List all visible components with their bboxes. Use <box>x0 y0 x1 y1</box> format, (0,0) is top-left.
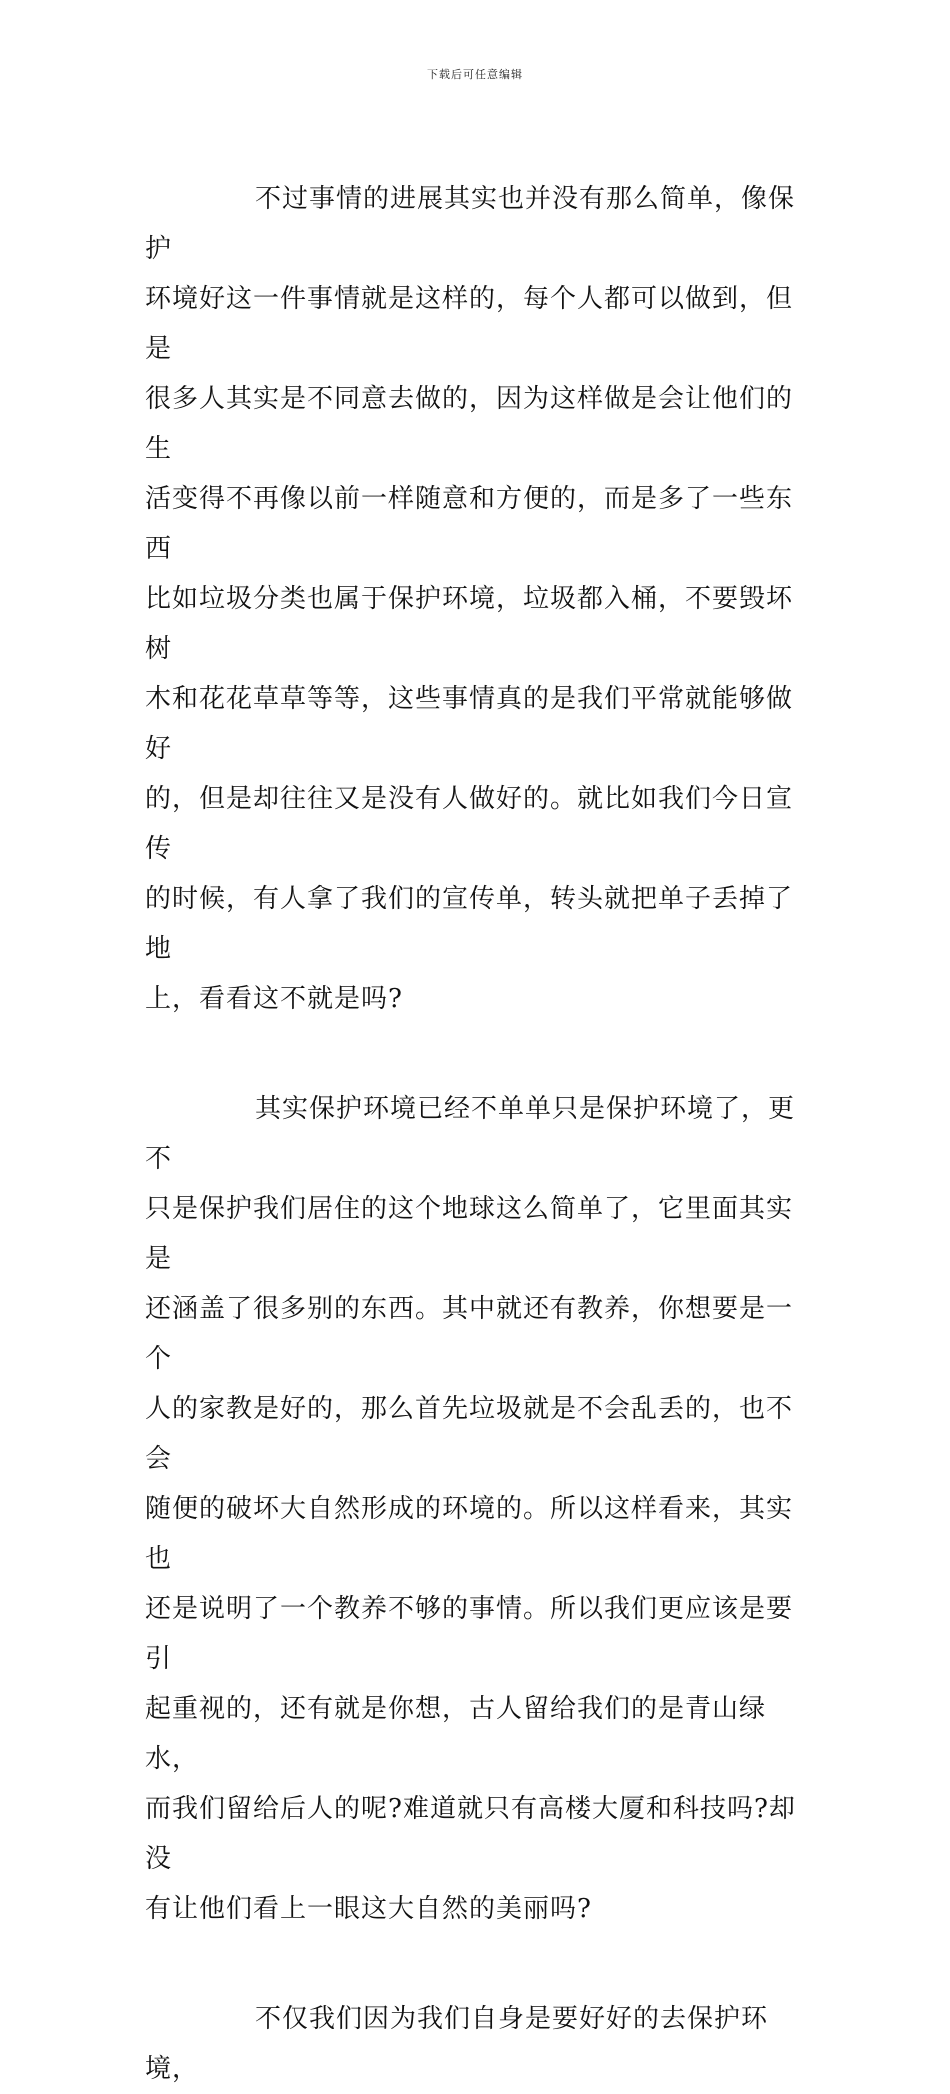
document-body <box>145 174 807 2094</box>
editable-download-note: 下载后可任意编辑 <box>427 68 523 81</box>
paragraph-environment-protection-continuation: 不仅我们因为我们自身是要好好的去保护环境， <box>145 2004 769 2084</box>
paragraph-environment-protection-upbringing: 其实保护环境已经不单单只是保护环境了，更不 只是保护我们居住的这个地球这么简单了，它里面其实是 还涵盖了很多别的东西。其中就还有教养，你想要是一个 人的家教是好的，那么首先垃圾就是不会乱丢的，也不会 随便的破坏大自然形成的环境的。所以这样看来，其实也 还是说明了一个教养不够的事情。所以我们更应该是要引 起重视的，还有就是你想，古人留给我们的是青山绿水， 而我们留给后人的呢?难道就只有高楼大厦和科技吗?却没 有让他们看上一眼这大自然的美丽吗? <box>145 1094 796 1924</box>
paragraph-environment-protection-intro: 不过事情的进展其实也并没有那么简单，像保护 环境好这一件事情就是这样的，每个人都可以做到，但是 很多人其实是不同意去做的，因为这样做是会让他们的生 活变得不再像以前一样随意和方便的，而是多了一些东西 比如垃圾分类也属于保护环境，垃圾都入桶，不要毁坏树 木和花花草草等等，这些事情真的是我们平常就能够做好 的，但是却往往又是没有人做好的。就比如我们今日宣传 的时候，有人拿了我们的宣传单，转头就把单子丢掉了地 上，看看这不就是吗? <box>145 184 796 1014</box>
